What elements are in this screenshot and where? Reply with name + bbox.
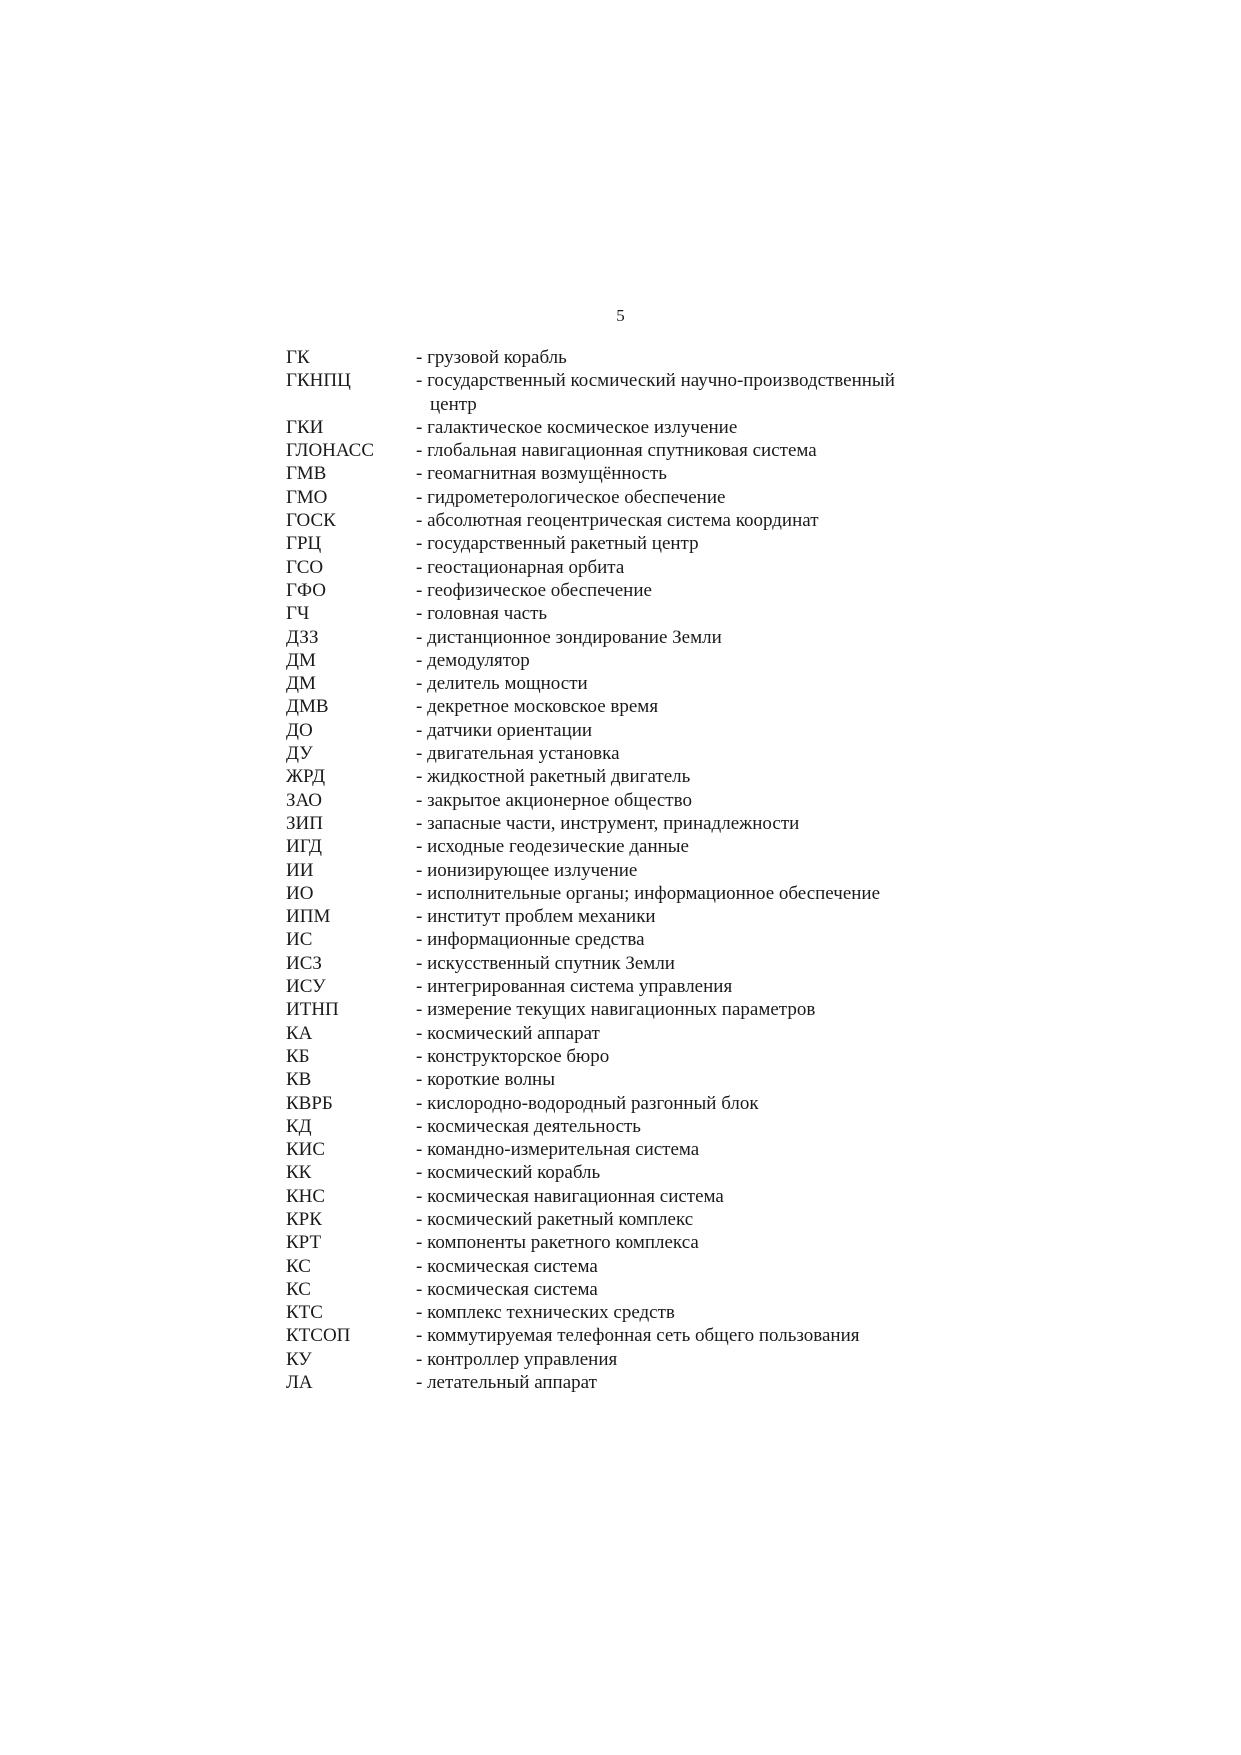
abbreviation-definition: - абсолютная геоцентрическая система координат [416, 510, 819, 532]
abbreviation-term: ИПМ [286, 906, 331, 928]
abbreviation-row [286, 1115, 986, 1138]
abbreviation-term: КС [286, 1278, 311, 1300]
abbreviation-row [286, 998, 986, 1021]
abbreviation-term: ДУ [286, 743, 313, 765]
abbreviation-row [286, 1371, 986, 1394]
abbreviation-definition-block [416, 1092, 986, 1115]
abbreviation-definition-block [416, 439, 986, 462]
abbreviation-definition-block [416, 602, 986, 625]
abbreviation-term: КРТ [286, 1232, 322, 1254]
abbreviation-definition: - контроллер управления [416, 1348, 618, 1370]
abbreviation-definition: - демодулятор [416, 649, 530, 671]
abbreviation-definition-block [416, 509, 986, 532]
abbreviation-definition-block [416, 346, 986, 369]
abbreviation-row [286, 1231, 986, 1254]
abbreviation-row [286, 579, 986, 602]
abbreviation-row [286, 462, 986, 485]
abbreviation-definition: - геостационарная орбита [416, 556, 625, 578]
abbreviation-definition: - закрытое акционерное общество [416, 789, 692, 811]
abbreviation-term: КК [286, 1162, 312, 1184]
abbreviation-term: ГКИ [286, 416, 324, 438]
abbreviation-definition-block [416, 672, 986, 695]
abbreviation-term: ИС [286, 929, 313, 951]
abbreviation-definition-block [416, 765, 986, 788]
abbreviation-row [286, 695, 986, 718]
abbreviation-definition-block [416, 556, 986, 579]
abbreviation-term: КВРБ [286, 1092, 333, 1114]
abbreviation-term: ГОСК [286, 510, 336, 532]
abbreviation-definition: - жидкостной ракетный двигатель [416, 766, 691, 788]
abbreviation-definition: - космический аппарат [416, 1022, 600, 1044]
abbreviation-definition-block [416, 1255, 986, 1278]
abbreviation-row [286, 532, 986, 555]
abbreviation-row [286, 928, 986, 951]
abbreviation-row [286, 1348, 986, 1371]
page-number: 5 [616, 306, 625, 325]
abbreviation-term: ДО [286, 719, 313, 741]
abbreviation-definition-block [416, 742, 986, 765]
abbreviation-definition-block [416, 835, 986, 858]
abbreviation-term: ДМВ [286, 696, 329, 718]
abbreviation-definition-block [416, 975, 986, 998]
abbreviation-definition: - галактическое космическое излучение [416, 416, 738, 438]
abbreviation-definition: - информационные средства [416, 929, 645, 951]
abbreviation-definition-block [416, 626, 986, 649]
abbreviation-row [286, 1324, 986, 1347]
abbreviation-term: КТСОП [286, 1325, 351, 1347]
abbreviation-definition-block [416, 998, 986, 1021]
abbreviation-definition: - геомагнитная возмущённость [416, 463, 667, 485]
abbreviation-definition-block [416, 719, 986, 742]
abbreviation-definition-block [416, 532, 986, 555]
abbreviation-definition-block [416, 416, 986, 439]
abbreviation-row [286, 1278, 986, 1301]
abbreviation-definition-block [416, 859, 986, 882]
abbreviation-term: ГСО [286, 556, 324, 578]
abbreviation-term: КИС [286, 1139, 326, 1161]
abbreviation-term: КА [286, 1022, 313, 1044]
abbreviation-definition: - коммутируемая телефонная сеть общего пользования [416, 1325, 860, 1347]
abbreviation-definition: - космический корабль [416, 1162, 601, 1184]
abbreviation-definition-block [416, 812, 986, 835]
abbreviation-term: ИО [286, 882, 314, 904]
abbreviation-term: ГК [286, 347, 310, 368]
abbreviation-row [286, 882, 986, 905]
abbreviation-definition-block [416, 1068, 986, 1091]
abbreviation-definition-block [416, 1348, 986, 1371]
abbreviation-definition: - командно-измерительная система [416, 1139, 700, 1161]
abbreviation-definition-block [416, 789, 986, 812]
abbreviation-row [286, 1185, 986, 1208]
abbreviation-definition: - исходные геодезические данные [416, 836, 689, 858]
abbreviation-definition: - датчики ориентации [416, 719, 593, 741]
abbreviation-definition: - глобальная навигационная спутниковая система [416, 440, 817, 462]
abbreviation-definition-block [416, 1115, 986, 1138]
abbreviation-term: ГРЦ [286, 533, 322, 555]
abbreviation-term: КУ [286, 1348, 312, 1370]
abbreviation-row [286, 1301, 986, 1324]
abbreviation-row [286, 1068, 986, 1091]
abbreviation-definition: - конструкторское бюро [416, 1045, 610, 1067]
abbreviation-definition: - короткие волны [416, 1069, 555, 1091]
abbreviation-row [286, 719, 986, 742]
abbreviation-list [286, 346, 986, 1394]
abbreviation-term: КС [286, 1255, 311, 1277]
abbreviation-definition-block [416, 1231, 986, 1254]
abbreviation-definition: - измерение текущих навигационных параметров [416, 999, 816, 1021]
abbreviation-term: ЛА [286, 1372, 313, 1394]
abbreviation-definition: - двигательная установка [416, 743, 620, 765]
abbreviation-term: ЖРД [286, 766, 326, 788]
abbreviation-row [286, 602, 986, 625]
abbreviation-row [286, 346, 986, 369]
abbreviation-definition: - комплекс технических средств [416, 1302, 675, 1324]
abbreviation-row [286, 905, 986, 928]
abbreviation-term: КТС [286, 1302, 323, 1324]
abbreviation-term: КБ [286, 1045, 310, 1067]
abbreviation-definition-block [416, 462, 986, 485]
abbreviation-term: ИСУ [286, 976, 326, 998]
abbreviation-term: ГЛОНАСС [286, 440, 375, 462]
abbreviation-definition: - космическая навигационная система [416, 1185, 724, 1207]
abbreviation-row [286, 626, 986, 649]
abbreviation-definition-block [416, 369, 986, 416]
abbreviation-term: ИСЗ [286, 952, 322, 974]
abbreviation-row [286, 1022, 986, 1045]
abbreviation-definition-block [416, 1301, 986, 1324]
abbreviation-row [286, 742, 986, 765]
abbreviation-term: ГФО [286, 579, 326, 601]
abbreviation-definition-block [416, 486, 986, 509]
abbreviation-term: ЗИП [286, 812, 323, 834]
abbreviation-row [286, 1045, 986, 1068]
abbreviation-definition-block [416, 952, 986, 975]
abbreviation-definition: - государственный космический научно-производственный [416, 370, 895, 392]
abbreviation-definition-block [416, 1161, 986, 1184]
abbreviation-row [286, 765, 986, 788]
abbreviation-definition: - запасные части, инструмент, принадлежности [416, 812, 800, 834]
abbreviation-definition: - летательный аппарат [416, 1372, 597, 1394]
abbreviation-row [286, 1092, 986, 1115]
abbreviation-definition: - ионизирующее излучение [416, 859, 638, 881]
abbreviation-row [286, 1208, 986, 1231]
abbreviation-row [286, 1161, 986, 1184]
abbreviation-definition-continuation: центр [430, 393, 477, 415]
abbreviation-definition: - космический ракетный комплекс [416, 1208, 694, 1230]
abbreviation-definition: - дистанционное зондирование Земли [416, 626, 722, 648]
abbreviation-definition-block [416, 882, 986, 905]
abbreviation-row [286, 835, 986, 858]
abbreviation-definition-block [416, 928, 986, 951]
abbreviation-term: КД [286, 1115, 312, 1137]
abbreviation-definition-block [416, 1324, 986, 1347]
abbreviation-term: ГМО [286, 486, 328, 508]
abbreviation-definition: - космическая деятельность [416, 1115, 641, 1137]
abbreviation-term: КНС [286, 1185, 326, 1207]
abbreviation-row [286, 859, 986, 882]
abbreviation-row [286, 416, 986, 439]
abbreviation-term: КВ [286, 1069, 312, 1091]
abbreviation-definition: - интегрированная система управления [416, 976, 733, 998]
abbreviation-definition: - исполнительные органы; информационное обеспечение [416, 882, 881, 904]
abbreviation-row [286, 1255, 986, 1278]
abbreviation-definition: - делитель мощности [416, 673, 588, 695]
abbreviation-row [286, 812, 986, 835]
abbreviation-definition-block [416, 1045, 986, 1068]
abbreviation-term: ГМВ [286, 463, 327, 485]
abbreviation-definition-block [416, 1371, 986, 1394]
abbreviation-definition: - искусственный спутник Земли [416, 952, 675, 974]
abbreviation-definition-block [416, 1185, 986, 1208]
abbreviation-definition: - декретное московское время [416, 696, 659, 718]
abbreviation-row [286, 952, 986, 975]
abbreviation-term: ДМ [286, 649, 316, 671]
abbreviation-definition: - геофизическое обеспечение [416, 579, 652, 601]
abbreviation-definition-block [416, 649, 986, 672]
abbreviation-row [286, 486, 986, 509]
abbreviation-definition: - институт проблем механики [416, 906, 656, 928]
abbreviation-row [286, 369, 986, 416]
abbreviation-row [286, 509, 986, 532]
abbreviation-term: КРК [286, 1208, 322, 1230]
abbreviation-definition-block [416, 579, 986, 602]
abbreviation-row [286, 672, 986, 695]
abbreviation-definition: - космическая система [416, 1255, 598, 1277]
abbreviation-definition: - космическая система [416, 1278, 598, 1300]
abbreviation-definition: - грузовой корабль [416, 347, 567, 368]
abbreviation-row [286, 439, 986, 462]
abbreviation-definition: - компоненты ракетного комплекса [416, 1232, 699, 1254]
abbreviation-definition: - государственный ракетный центр [416, 533, 699, 555]
abbreviation-term: ГКНПЦ [286, 370, 351, 392]
abbreviation-row [286, 556, 986, 579]
abbreviation-term: ЗАО [286, 789, 323, 811]
abbreviation-term: ДМ [286, 673, 316, 695]
abbreviation-definition-block [416, 1138, 986, 1161]
abbreviation-term: ГЧ [286, 603, 310, 625]
abbreviation-definition-block [416, 1278, 986, 1301]
abbreviation-term: ИИ [286, 859, 314, 881]
abbreviation-row [286, 975, 986, 998]
abbreviation-definition-block [416, 1208, 986, 1231]
abbreviation-term: ИТНП [286, 999, 339, 1021]
abbreviation-definition-block [416, 695, 986, 718]
abbreviation-definition-block [416, 905, 986, 928]
abbreviation-row [286, 1138, 986, 1161]
abbreviation-term: ИГД [286, 836, 322, 858]
abbreviation-definition: - кислородно-водородный разгонный блок [416, 1092, 759, 1114]
abbreviation-definition: - головная часть [416, 603, 548, 625]
abbreviation-row [286, 649, 986, 672]
abbreviation-definition-block [416, 1022, 986, 1045]
abbreviation-row [286, 789, 986, 812]
abbreviation-term: ДЗЗ [286, 626, 319, 648]
abbreviation-definition: - гидрометерологическое обеспечение [416, 486, 726, 508]
